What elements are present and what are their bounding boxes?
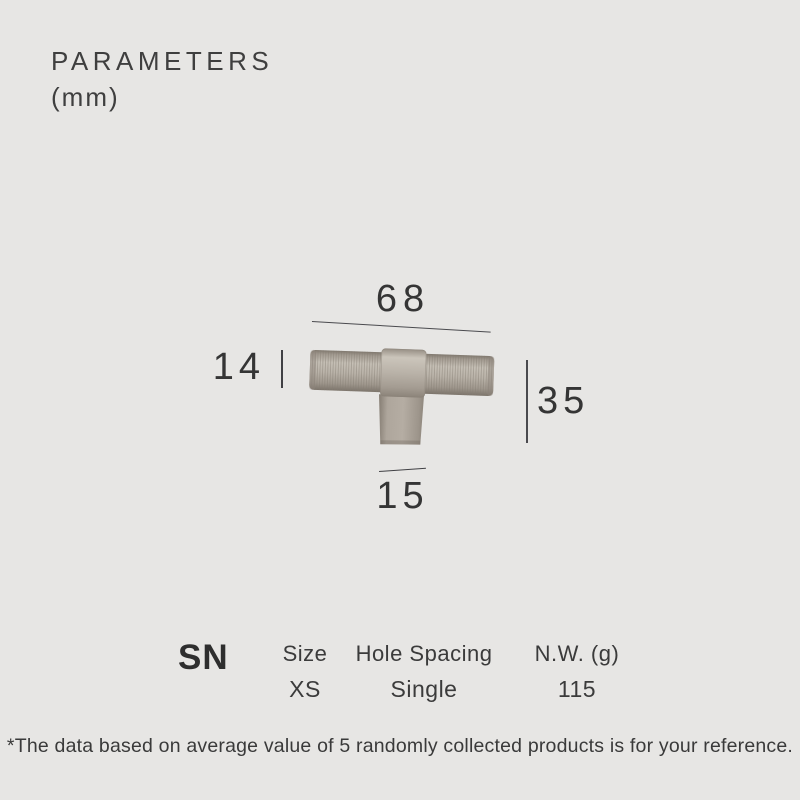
dimension-overall-height-line <box>526 360 528 443</box>
spec-label-net-weight: N.W. (g) <box>534 641 620 666</box>
footnote: *The data based on average value of 5 randomly collected products is for your reference. <box>6 735 794 757</box>
spec-value-size: XS <box>289 676 321 702</box>
spec-value-hole-spacing: Single <box>390 676 458 702</box>
spec-label-size: Size <box>282 641 328 666</box>
dimension-overall-height-label: 35 <box>537 380 590 422</box>
finish-code: SN <box>178 638 229 677</box>
t-bar-handle-image <box>295 345 510 455</box>
dimension-width-line <box>312 321 491 333</box>
dimension-base-width-line <box>379 468 426 472</box>
spec-value-net-weight: 115 <box>557 676 597 702</box>
page-unit: (mm) <box>51 82 120 112</box>
dimension-bar-height-line <box>281 350 283 388</box>
spec-column-size <box>255 641 355 703</box>
spec-column-net-weight <box>507 641 647 703</box>
spec-label-hole-spacing: Hole Spacing <box>355 641 493 666</box>
dimension-base-width-label: 15 <box>376 475 429 517</box>
dimension-bar-height-label: 14 <box>212 346 265 388</box>
page-title: PARAMETERS <box>51 46 274 76</box>
spec-column-hole-spacing <box>344 641 504 703</box>
dimension-width-label: 68 <box>375 278 431 320</box>
